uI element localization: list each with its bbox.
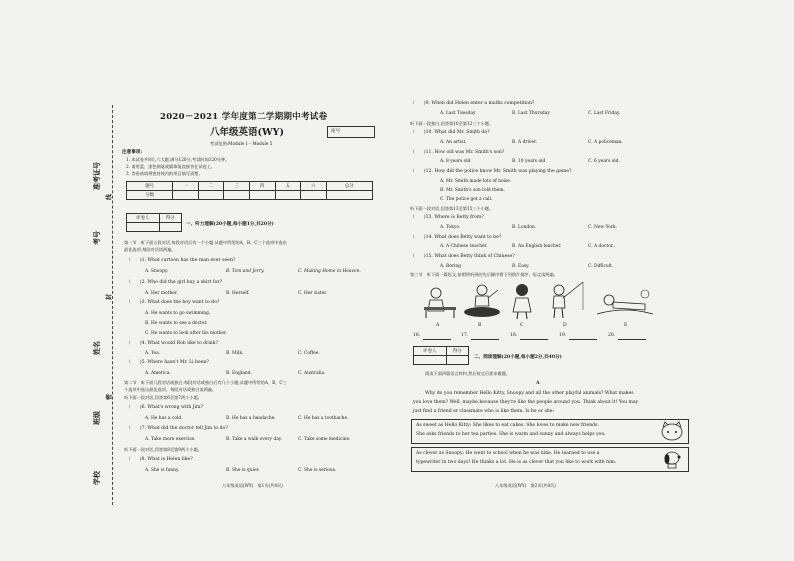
question-11: （ )11. How old was Mr. Smith's son? [410,150,505,155]
q1-option-a[interactable]: A. Snoopy. [145,269,169,274]
grader-label: 评卷人 [127,214,160,223]
q14-option-c[interactable]: C. A doctor. [588,244,614,249]
q3-option-c[interactable]: C. He wants to look after his mother. [145,331,227,336]
score-cell[interactable] [173,191,199,200]
q8-option-a[interactable]: A. She is funny. [145,468,180,473]
picture-e-lying [595,288,655,318]
grader-cell[interactable] [414,356,447,365]
q13-option-a[interactable]: A. Tokyo. [440,225,461,230]
q10-option-a[interactable]: A. An artist. [440,140,467,145]
q15-option-a[interactable]: A. Boring [440,264,461,269]
q2-option-b[interactable]: B. Herself. [226,291,250,296]
q5-option-a[interactable]: A. America. [145,371,171,376]
section2-title: 二、阅读理解(20小题,每小题2分,共40分) [474,355,562,360]
grader-table-2 [413,346,469,365]
passage-line-1: Why do you remember Hello Kitty, Snoopy and all the other playful animals? What makes [425,391,634,396]
q15-option-b[interactable]: B. Easy. [512,264,530,269]
q4-option-c[interactable]: C. Coffee. [298,351,320,356]
q13-option-b[interactable]: B. London. [512,225,537,230]
answer-blank-19: 19. [559,333,567,338]
picture-c-girl [507,282,537,320]
score-header: 六 [301,182,327,191]
box1-line1: As sweet as Hello Kitty: She likes to eat cakes. She loves to make new friends. [416,423,599,428]
margin-label-school: 学校 [92,471,101,485]
q4-option-b[interactable]: B. Milk. [226,351,244,356]
score-table [126,181,373,200]
pic-label-c: C [520,323,524,328]
score-cell[interactable] [301,191,327,200]
question-10: （ )10. What did Mr. Smith do? [410,130,490,135]
notes-title: 注意事项: [122,150,143,155]
q8-intro: 听下面一段对话,回答第8至第9两个小题。 [124,447,202,452]
seat-box [327,126,375,138]
q10-option-c[interactable]: C. A policeman. [588,140,623,145]
margin-label-name: 姓名 [92,341,101,355]
seat-label: 座号 [331,129,341,134]
score-cell[interactable] [326,191,372,200]
section1-part1-line2: 最佳选项,每段对话读两遍。 [124,247,176,252]
passage-letter: A [536,381,540,386]
q2-option-a[interactable]: A. Her mother. [145,291,178,296]
question-1: （ )1. What cartoon has the man ever seen? [126,258,236,263]
question-8: （ )8. What is Helen like? [126,457,193,462]
section1-part2-line1: 第二节 听下面几段对话或独白,每段对话或独白后有几个小题,从题中所给的A、B、C三 [124,380,287,385]
seal-mark-seal: 封 [106,293,113,300]
q9-option-a[interactable]: A. Last Tuesday [440,111,476,116]
passage-line-2: you love them? Well, maybe because they're like the people around you. Think about it! You may [413,400,639,405]
box1-line2: She asks friends to her tea parties. She is warm and sunny and always helps you. [416,432,606,437]
q6-option-a[interactable]: A. He has a cold. [145,416,183,421]
picture-d-fishing [545,280,585,320]
question-7: （ )7. What did the doctor tell Jim to do? [126,426,228,431]
q11-option-c[interactable]: C. 6 years old. [588,159,620,164]
q10-intro: 听下面一段独白,回答第10至第12三个小题。 [410,121,494,126]
q13-option-c[interactable]: C. New York. [588,225,617,230]
q1-option-b[interactable]: B. Tom and Jerry. [226,269,265,274]
left-footer: 八年级英语(WY) 第1页(共8页) [222,483,283,488]
answer-line-16[interactable] [423,339,451,340]
q11-option-b[interactable]: B. 10 years old [512,159,546,164]
answer-blank-17: 17. [461,333,469,338]
passage-box-snoopy [411,447,689,472]
question-6: （ )6. What's wrong with Jim? [126,405,203,410]
note-1: 1. 本试卷共8页,六大题,满分120分,考试时间120分钟。 [126,157,230,162]
q5-option-b[interactable]: B. England. [226,371,252,376]
question-5: （ )5. Where hasn't Mr. Li been? [126,360,209,365]
q6-option-c[interactable]: C. He has a toothache. [298,416,349,421]
answer-blank-16: 16. [413,333,421,338]
score-cell[interactable] [198,191,224,200]
q2-option-c[interactable]: C. Her sister. [298,291,328,296]
q14-option-b[interactable]: B. An English teacher. [512,244,562,249]
snoopy-image [662,449,684,469]
q13-intro: 听下面一段对话,回答第13至第15三个小题。 [410,206,494,211]
score-row-label: 分数 [127,191,173,200]
section1-part2-line3: 听下面一段对话,回答第6至第7两个小题。 [124,395,202,400]
section2-intro: 阅读下面四篇语言材料,然后按文后要求做题。 [425,371,511,376]
question-14: （ )14. What does Betty want to be? [410,235,502,240]
q14-option-a[interactable]: A. A Chinese teacher. [440,244,488,249]
answer-line-20[interactable] [618,339,646,340]
q15-option-c[interactable]: C. Difficult. [588,264,614,269]
subject-title: 八年级英语(WY) [210,127,284,138]
box2-line1: As clever as Snoopy: He went to school when he was nine. He learned to use a [416,451,600,456]
q8-option-b[interactable]: B. She is quiet. [226,468,260,473]
answer-blank-20: 20. [608,333,616,338]
section1-part1-line1: 第一节 听下面五段对话,每段对话后有一个小题,从题中所给的A、B、C三个选项中选出 [124,240,287,245]
answer-line-18[interactable] [520,339,548,340]
pic-label-a: A [436,323,440,328]
q1-option-c[interactable]: C. Making Home in Heaven. [298,269,361,274]
q9-option-b[interactable]: B. Last Thursday [512,111,550,116]
right-footer: 八年级英语(WY) 第2页(共8页) [495,483,556,488]
box2-line2: typewriter in two days! He thinks a lot. He is as clever that you like to work with him. [416,460,617,465]
q12-option-a[interactable]: A. Mr. Smith made lots of noise. [440,179,512,184]
note-2: 2. 请用蓝、黑色钢笔或圆珠笔直接答在试卷上。 [126,164,216,169]
question-4: （ )4. What would Bob like to drink? [126,341,218,346]
section1-part2-line2: 个选项中选出最佳选项。每段对话或独白读两遍。 [124,387,217,392]
passage-line-3: just find a friend or classmate who is like them. Is he or she: [413,409,555,414]
q3-option-b[interactable]: B. He wants to see a doctor. [145,321,208,326]
score-header: 五 [275,182,301,191]
q8-option-c[interactable]: C. She is serious. [298,468,337,473]
q12-option-b[interactable]: B. Mr. Smith's son told them. [440,188,505,193]
binding-line [112,105,113,505]
picture-b-boat [462,282,502,320]
exam-scope: 考试范围:Module 1－Module 5 [210,141,273,146]
q7-option-c[interactable]: C. Take some medicine. [298,437,351,442]
grader-table [126,213,182,232]
question-15: （ )15. What does Betty think of Chinese? [410,254,515,259]
q12-option-c[interactable]: C. The police got a call. [440,197,493,202]
grader-label: 评卷人 [414,347,447,356]
section1-title: 一、听力理解(20小题,每小题1分,共20分) [186,222,274,227]
score-cell[interactable] [249,191,275,200]
question-13: （ )13. Where is Betty from? [410,215,484,220]
points-cell[interactable] [159,223,181,232]
pic-label-b: B [478,323,482,328]
grader-cell[interactable] [127,223,160,232]
pic-label-e: E [624,323,628,328]
score-cell[interactable] [275,191,301,200]
hello-kitty-image [660,421,684,441]
score-header: 三 [224,182,250,191]
part3-instructions: 第三节 听下面一篇短文,按照所听到的先后顺序将下列图片排序。短文读两遍。 [410,272,558,277]
score-header: 总分 [326,182,372,191]
q10-option-b[interactable]: B. A driver. [512,140,537,145]
q7-option-b[interactable]: B. Take a walk every day. [226,437,283,442]
q6-option-b[interactable]: B. He has a headache. [226,416,276,421]
note-3: 3. 答卷前请将密封线内的项目填写清楚。 [126,171,203,176]
exam-title: 2020－2021 学年度第二学期期中考试卷 [160,112,328,122]
score-header: 题号 [127,182,173,191]
question-3: （ )3. What does the boy want to do? [126,300,220,305]
question-9: （ )9. When did Helen enter a maths competition? [410,101,535,106]
passage-box-hello-kitty [411,419,689,444]
margin-label-exam-no: 准考证号 [92,162,101,190]
score-header: 四 [249,182,275,191]
q5-option-c[interactable]: C. Australia. [298,371,326,376]
points-cell[interactable] [446,356,468,365]
q11-option-a[interactable]: A. 8 years old [440,159,471,164]
q4-option-a[interactable]: A. Tea. [145,351,161,356]
seal-mark-line: 线 [106,193,113,200]
answer-line-17[interactable] [471,339,499,340]
picture-a-boy-at-desk [420,285,460,319]
answer-line-19[interactable] [569,339,597,340]
pic-label-d: D [563,323,567,328]
margin-label-seat: 考号 [92,231,101,245]
points-label: 得分 [446,347,468,356]
q7-option-a[interactable]: A. Take more exercise. [145,437,196,442]
score-cell[interactable] [224,191,250,200]
points-label: 得分 [159,214,181,223]
score-header: 二 [198,182,224,191]
score-header: 一 [173,182,199,191]
q9-option-c[interactable]: C. Last Friday. [588,111,621,116]
q3-option-a[interactable]: A. He wants to go swimming. [145,311,211,316]
question-2: （ )2. Who did the girl buy a skirt for? [126,280,223,285]
question-12: （ )12. How did the police know Mr. Smith was playing the game? [410,169,572,174]
margin-label-class: 班级 [92,411,101,425]
seal-mark-secret: 密 [106,393,113,400]
answer-blank-18: 18. [510,333,518,338]
